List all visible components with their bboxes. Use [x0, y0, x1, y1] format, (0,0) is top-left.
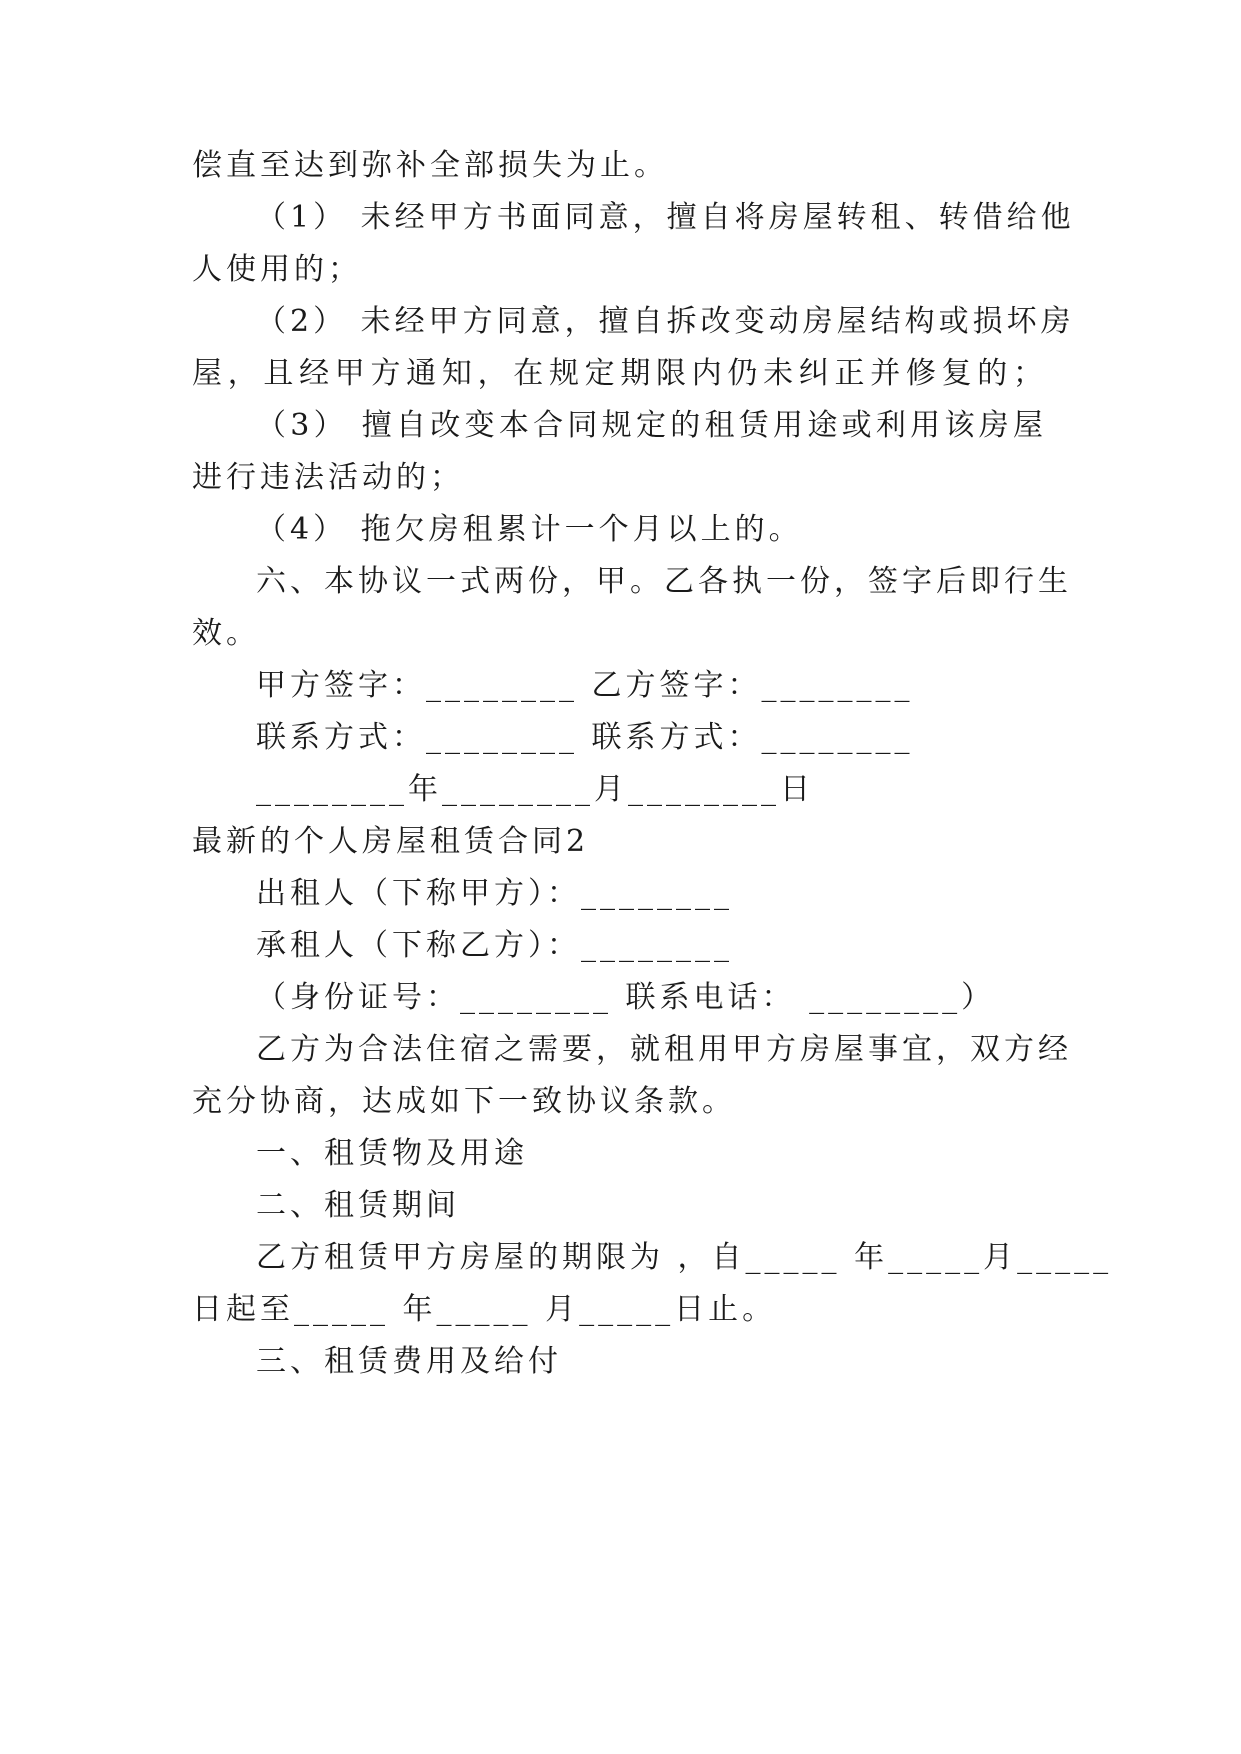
- clause-1-line: （1） 未经甲方书面同意，擅自将房屋转租、转借给他: [256, 200, 1075, 235]
- contract-2-title: 最新的个人房屋租赁合同2: [192, 824, 590, 859]
- text-line: 效。: [192, 616, 260, 651]
- id-phone-line: （身份证号：________ 联系电话： ________）: [256, 980, 996, 1015]
- text-line: 日起至_____ 年_____ 月_____日止。: [192, 1292, 777, 1327]
- section-6-line: 六、本协议一式两份，甲。乙各执一份，签字后即行生: [256, 564, 1072, 599]
- contact-line: 联系方式：________ 联系方式：________: [256, 720, 914, 755]
- text-line: 进行违法活动的；: [192, 460, 464, 495]
- clause-2-line: （2） 未经甲方同意，擅自拆改变动房屋结构或损坏房: [256, 304, 1075, 339]
- section-heading: 一、租赁物及用途: [256, 1136, 528, 1171]
- lessor-line: 出租人（下称甲方）：________: [256, 876, 733, 911]
- section-heading: 二、租赁期间: [256, 1188, 460, 1223]
- lessee-line: 承租人（下称乙方）：________: [256, 928, 733, 963]
- clause-4-line: （4） 拖欠房租累计一个月以上的。: [256, 512, 803, 547]
- section-heading: 三、租赁费用及给付: [256, 1344, 562, 1379]
- text-line: 偿直至达到弥补全部损失为止。: [192, 148, 668, 183]
- term-line: 乙方租赁甲方房屋的期限为 ，自_____ 年_____月_____: [256, 1240, 1113, 1275]
- clause-3-line: （3） 擅自改变本合同规定的租赁用途或利用该房屋: [256, 408, 1047, 443]
- date-line: ________年________月________日: [256, 772, 814, 807]
- intro-line: 乙方为合法住宿之需要，就租用甲方房屋事宜，双方经: [256, 1032, 1072, 1067]
- text-line: 屋，且经甲方通知，在规定期限内仍未纠正并修复的；: [192, 356, 1047, 391]
- text-line: 充分协商，达成如下一致协议条款。: [192, 1084, 736, 1119]
- signature-line: 甲方签字：________ 乙方签字：________: [256, 668, 914, 703]
- text-line: 人使用的；: [192, 252, 362, 287]
